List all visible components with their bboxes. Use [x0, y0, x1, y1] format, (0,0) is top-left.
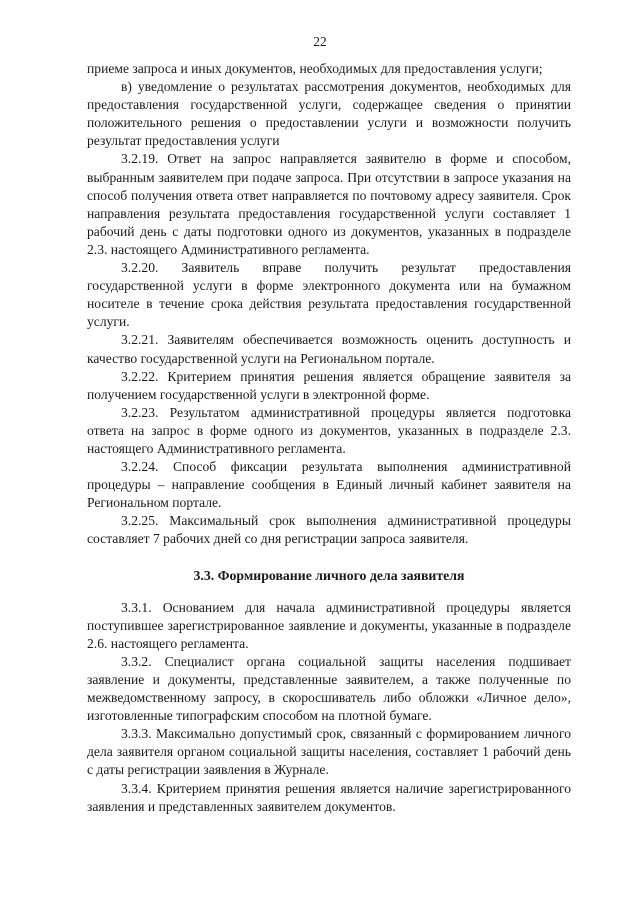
paragraph: 3.2.21. Заявителям обеспечивается возможность оценить доступность и качество государственной услуги на Региональном портале. — [87, 332, 571, 366]
paragraph: 3.3.4. Критерием принятия решения является наличие зарегистрированного заявления и представленных заявителем документов. — [87, 780, 571, 814]
paragraph: 3.3.1. Основанием для начала административной процедуры является поступившее зарегистрированное заявление и документы, указанные в подразделе 2.6. настоящего регламента. — [87, 599, 571, 651]
paragraph: 3.2.23. Результатом административной процедуры является подготовка ответа на запрос в форме одного из документов, указанных в подразделе 2.3. настоящего Административного регламента. — [87, 404, 571, 456]
section-heading: 3.3. Формирование личного дела заявителя — [193, 567, 465, 583]
paragraph: 3.2.24. Способ фиксации результата выполнения административной процедуры – направление сообщения в Единый личный кабинет заявителя на Региональном портале. — [87, 459, 571, 511]
paragraph: 3.2.19. Ответ на запрос направляется заявителю в форме и способом, выбранным заявителем при подаче запроса. При отсутствии в запросе указания на способ получения ответа ответ направляется по почтовому адресу заявителя. Срок направления результата предоставления государственной услуги составляет 1 рабочий день с даты подготовки одного из документов, указанных в подразделе 2.3. настоящего Административного регламента. — [87, 151, 571, 257]
paragraph: приеме запроса и иных документов, необходимых для предоставления услуги; — [87, 61, 543, 76]
paragraph: 3.3.3. Максимально допустимый срок, связанный с формированием личного дела заявителя органом социальной защиты населения, составляет 1 рабочий день с даты регистрации заявления в Журнале. — [87, 726, 571, 778]
paragraph: 3.3.2. Специалист органа социальной защиты населения подшивает заявление и документы, представленные заявителем, а также полученные по межведомственному запросу, в скоросшиватель либо обложки «Личное дело», изготовленные типографским способом на плотной бумаге. — [87, 653, 571, 724]
paragraph: 3.2.22. Критерием принятия решения является обращение заявителя за получением государственной услуги в электронной форме. — [87, 368, 571, 402]
paragraph: 3.2.25. Максимальный срок выполнения административной процедуры составляет 7 рабочих дней со дня регистрации запроса заявителя. — [87, 513, 571, 547]
page-content — [87, 60, 571, 816]
page-number: 22 — [313, 34, 327, 49]
paragraph: 3.2.20. Заявитель вправе получить результат предоставления государственной услуги в форме электронного документа или на бумажном носителе в течение срока действия результата предоставления государственной услуги. — [87, 260, 571, 330]
paragraph: в) уведомление о результатах рассмотрения документов, необходимых для предоставления государственной услуги, содержащее сведения о принятии положительного решения о предоставлении услуги и возможности получить результат предоставления услуги — [87, 79, 571, 149]
